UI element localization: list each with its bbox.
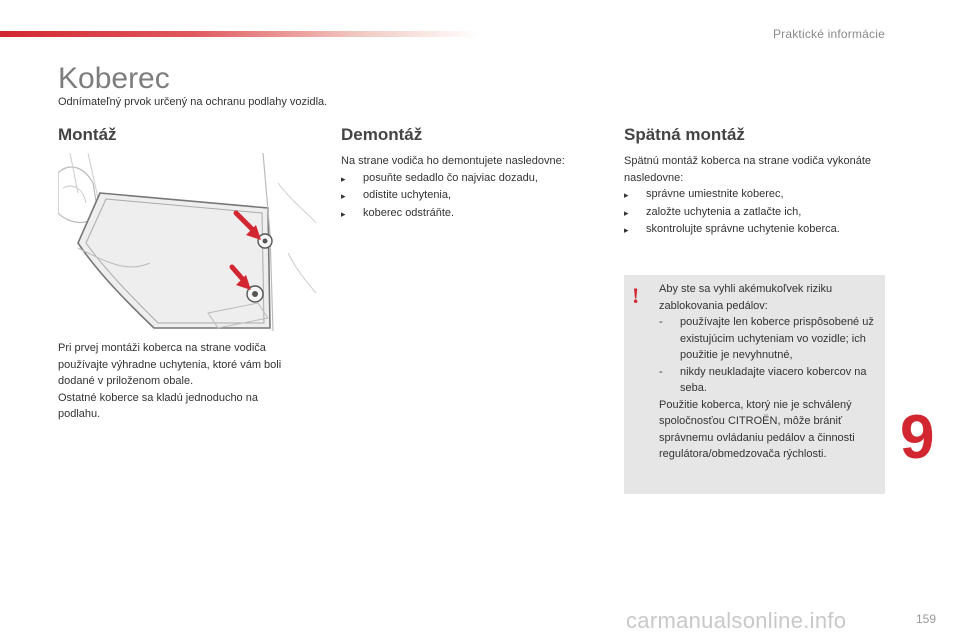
list-item: ▸ správne umiestnite koberec, [624, 186, 879, 204]
montaz-text [58, 340, 303, 423]
warning-intro: Aby ste sa vyhli akémukoľvek riziku zablokovania pedálov: [659, 283, 833, 312]
bullet-arrow-icon: ▸ [341, 173, 346, 184]
warning-icon: ! [632, 283, 640, 308]
header-accent-bar [0, 31, 480, 37]
watermark: carmanualsonline.info [626, 608, 847, 633]
list-item: - používajte len koberce prispôsobené už existujúcim uchyteniam vo vozidle; ich použitie je nevyhnutné, [659, 316, 874, 361]
demontaz-text [341, 153, 601, 222]
warning-text [659, 281, 881, 463]
bullet-arrow-icon: ▸ [624, 190, 629, 200]
warning-box [624, 275, 885, 494]
bullet-arrow-icon: ▸ [341, 191, 346, 201]
montaz-heading: Montáž [58, 125, 117, 144]
list-item: ▸ koberec odstráňte. [341, 205, 601, 223]
spatna-montaz-heading: Spätná montáž [624, 125, 745, 144]
bullet-arrow-icon: ▸ [624, 225, 629, 235]
bullet-arrow-icon: ▸ [624, 207, 629, 218]
page-number: 159 [915, 612, 936, 626]
mat-clip-upper [258, 234, 272, 248]
list-item: ▸ skontrolujte správne uchytenie koberca. [624, 221, 879, 239]
section-title: Praktické informácie [772, 27, 885, 41]
page-title: Koberec [58, 62, 170, 95]
montaz-paragraph: Ostatné koberce sa kladú jednoducho na podlahu. [58, 391, 258, 420]
montaz-paragraph: Pri prvej montáži koberca na strane vodiča používajte výhradne uchytenia, ktoré vám boli dodané v priloženom obale. [58, 342, 282, 387]
list-item: ▸ odistite uchytenia, [341, 187, 601, 205]
spatna-montaz-intro: Spätnú montáž koberca na strane vodiča vykonáte nasledovne: [624, 155, 872, 184]
list-item: ▸ založte uchytenia a zatlačte ich, [624, 204, 879, 222]
demontaz-intro: Na strane vodiča ho demontujete nasledovne: [341, 155, 565, 167]
page-subtitle: Odnímateľný prvok určený na ochranu podlahy vozidla. [58, 96, 328, 108]
list-item: - nikdy neukladajte viacero kobercov na seba. [659, 365, 867, 394]
list-item: ▸ posuňte sedadlo čo najviac dozadu, [341, 170, 601, 188]
chapter-number: 9 [900, 403, 935, 472]
spatna-montaz-text [624, 153, 879, 239]
demontaz-heading: Demontáž [341, 125, 423, 144]
floor-mat-illustration [58, 153, 316, 331]
bullet-arrow-icon: ▸ [341, 208, 346, 219]
warning-footer: Použitie koberca, ktorý nie je schválený spoločnosťou CITROËN, môže brániť správnemu ovládaniu pedálov a činnosti regulátora/obmedzovača rýchlosti. [659, 398, 855, 460]
